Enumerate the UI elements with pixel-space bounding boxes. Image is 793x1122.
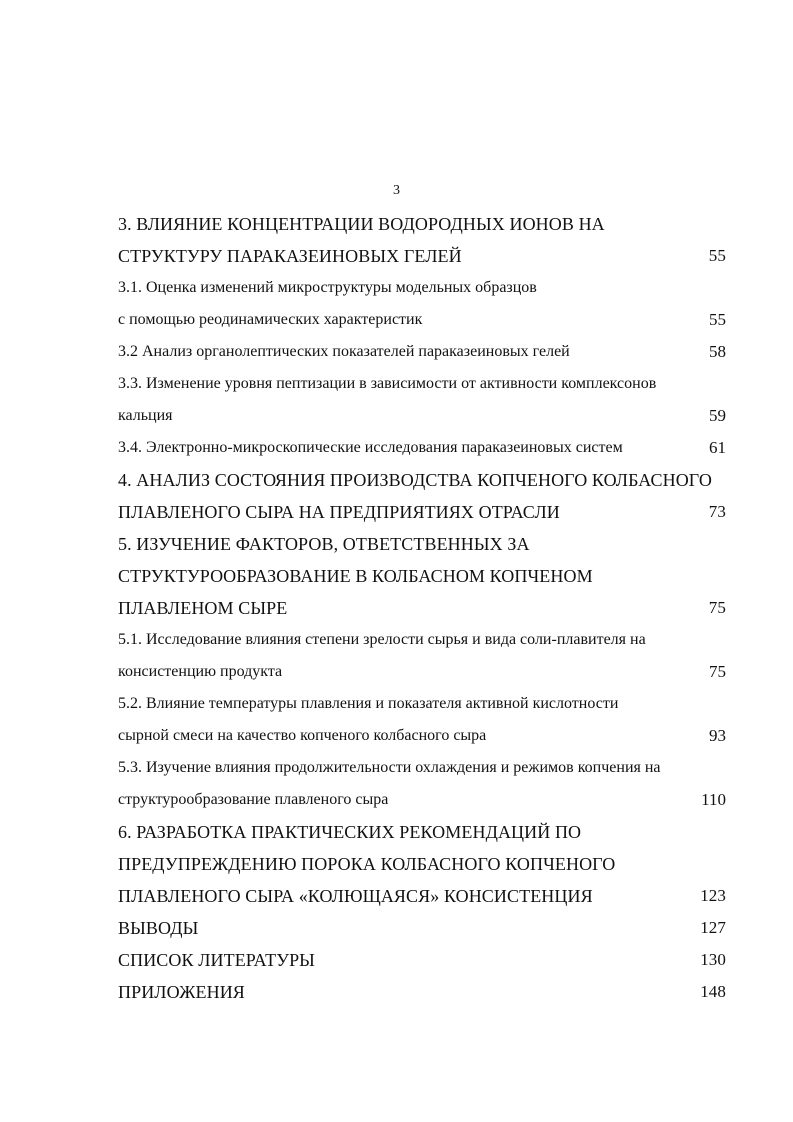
toc-entry-text: ПЛАВЛЕНОГО СЫРА НА ПРЕДПРИЯТИЯХ ОТРАСЛИ: [118, 502, 560, 522]
toc-page-number: 55: [708, 246, 726, 265]
toc-page-number: 127: [700, 918, 726, 937]
toc-line: [118, 592, 726, 624]
toc-line: [118, 912, 726, 944]
toc-page-number: 75: [708, 598, 726, 617]
table-of-contents: [118, 208, 726, 1008]
toc-entry-text: 3.2 Анализ органолептических показателей параказеиновых гелей: [118, 343, 570, 360]
toc-entry-text: 5.2. Влияние температуры плавления и показателя активной кислотности: [118, 695, 619, 712]
toc-page-number: 59: [709, 406, 726, 425]
toc-line: [118, 752, 726, 784]
toc-line: [118, 944, 726, 976]
toc-line: [118, 656, 726, 688]
toc-line: [118, 304, 726, 336]
toc-entry-text: СТРУКТУРООБРАЗОВАНИЕ В КОЛБАСНОМ КОПЧЕНОМ: [118, 566, 593, 586]
toc-line: [118, 496, 726, 528]
toc-line: [118, 560, 726, 592]
toc-line: [118, 432, 726, 464]
toc-line: [118, 336, 726, 368]
toc-line: [118, 784, 726, 816]
toc-line: [118, 208, 726, 240]
toc-page-number: 93: [709, 726, 726, 745]
toc-entry-text: ПРЕДУПРЕЖДЕНИЮ ПОРОКА КОЛБАСНОГО КОПЧЕНОГО: [118, 854, 616, 874]
toc-line: [118, 976, 726, 1008]
page-number: 3: [393, 183, 400, 198]
toc-entry-text: СПИСОК ЛИТЕРАТУРЫ: [118, 950, 315, 970]
toc-entry-text: кальция: [118, 407, 173, 424]
toc-entry-text: 3.1. Оценка изменений микроструктуры модельных образцов: [118, 279, 537, 296]
toc-line: [118, 528, 726, 560]
toc-page-number: 130: [700, 950, 726, 969]
toc-line: [118, 400, 726, 432]
toc-entry-text: сырной смеси на качество копченого колбасного сыра: [118, 727, 487, 744]
toc-page-number: 110: [701, 790, 726, 809]
toc-entry-text: 5. ИЗУЧЕНИЕ ФАКТОРОВ, ОТВЕТСТВЕННЫХ ЗА: [118, 534, 530, 554]
toc-entry-text: ПЛАВЛЕНОГО СЫРА «КОЛЮЩАЯСЯ» КОНСИСТЕНЦИЯ: [118, 886, 593, 906]
toc-entry-text: с помощью реодинамических характеристик: [118, 311, 423, 328]
toc-page-number: 61: [709, 438, 726, 457]
toc-line: [118, 368, 726, 400]
toc-entry-text: структурообразование плавленого сыра: [118, 791, 389, 808]
toc-page-number: 73: [708, 502, 726, 521]
toc-entry-text: 6. РАЗРАБОТКА ПРАКТИЧЕСКИХ РЕКОМЕНДАЦИЙ ПО: [118, 822, 582, 842]
toc-line: [118, 272, 726, 304]
toc-page-number: 123: [700, 886, 726, 905]
toc-line: [118, 688, 726, 720]
toc-line: [118, 880, 726, 912]
toc-entry-text: ПРИЛОЖЕНИЯ: [118, 982, 245, 1002]
toc-line: [118, 624, 726, 656]
toc-line: [118, 240, 726, 272]
toc-entry-text: 5.1. Исследование влияния степени зрелости сырья и вида соли-плавителя на: [118, 631, 646, 648]
toc-page-number: 148: [700, 982, 726, 1001]
toc-entry-text: СТРУКТУРУ ПАРАКАЗЕИНОВЫХ ГЕЛЕЙ: [118, 246, 462, 266]
toc-page-number: 58: [709, 342, 726, 361]
toc-entry-text: 3. ВЛИЯНИЕ КОНЦЕНТРАЦИИ ВОДОРОДНЫХ ИОНОВ НА: [118, 214, 605, 234]
toc-entry-text: 5.3. Изучение влияния продолжительности охлаждения и режимов копчения на: [118, 759, 661, 776]
toc-entry-text: ПЛАВЛЕНОМ СЫРЕ: [118, 598, 288, 618]
toc-entry-text: консистенцию продукта: [118, 663, 283, 680]
toc-entry-text: ВЫВОДЫ: [118, 918, 199, 938]
toc-entry-text: 3.4. Электронно-микроскопические исследования параказеиновых систем: [118, 439, 623, 456]
toc-line: [118, 464, 726, 496]
toc-line: [118, 816, 726, 848]
toc-line: [118, 848, 726, 880]
toc-entry-text: 4. АНАЛИЗ СОСТОЯНИЯ ПРОИЗВОДСТВА КОПЧЕНОГО КОЛБАСНОГО: [118, 470, 712, 490]
toc-page-number: 75: [709, 662, 726, 681]
toc-line: [118, 720, 726, 752]
toc-page-number: 55: [709, 310, 726, 329]
toc-entry-text: 3.3. Изменение уровня пептизации в зависимости от активности комплексонов: [118, 375, 657, 392]
